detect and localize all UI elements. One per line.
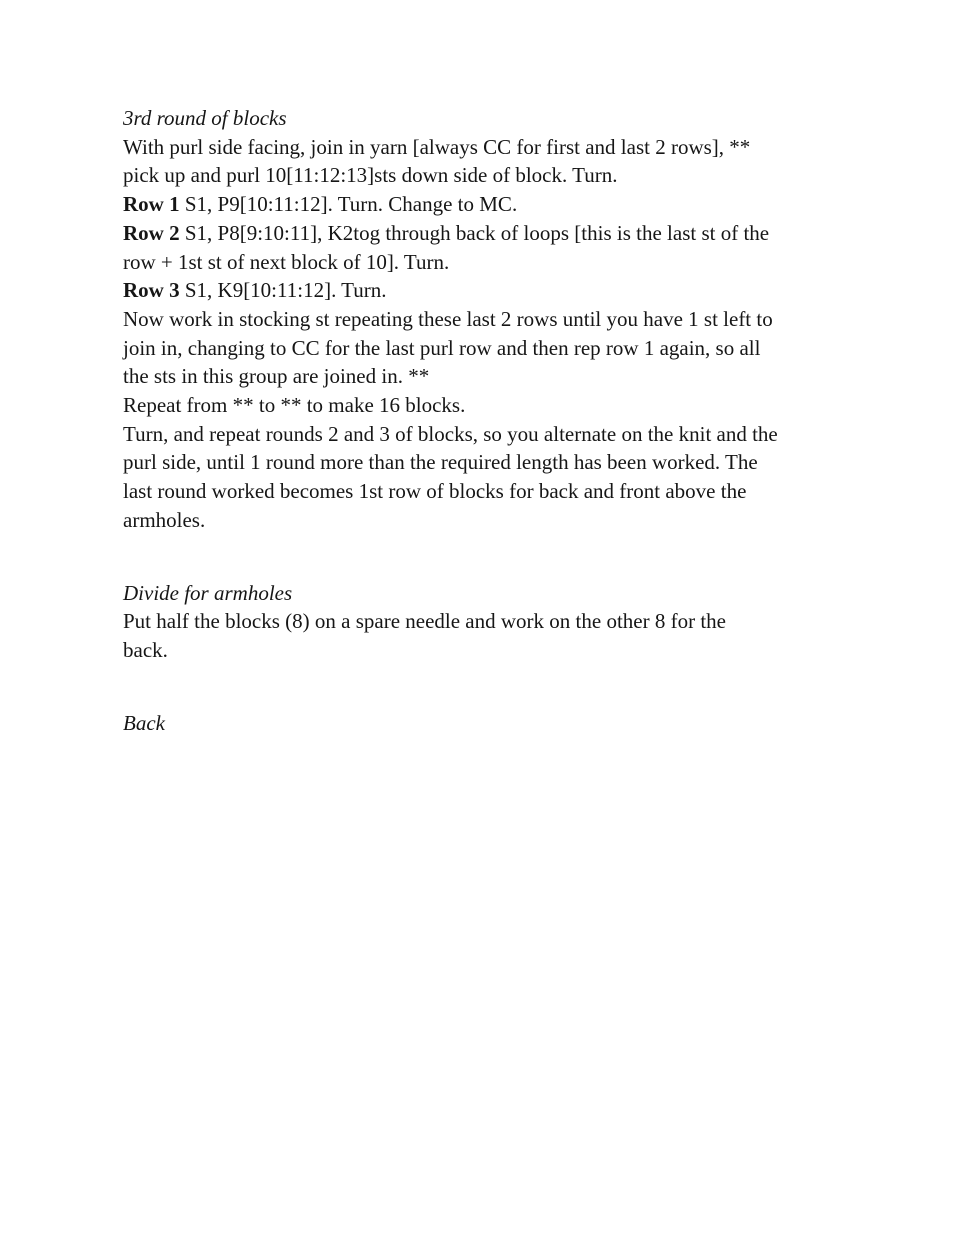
- section-divide-for-armholes: [123, 579, 778, 665]
- section-heading: Divide for armholes: [123, 580, 293, 605]
- row-label: Row 2: [123, 220, 180, 245]
- section-back: [123, 709, 778, 738]
- text-line: the sts in this group are joined in. **: [123, 364, 430, 389]
- row-instruction: S1, K9[10:11:12]. Turn.: [179, 278, 387, 303]
- text-line: Repeat from ** to ** to make 16 blocks.: [123, 393, 466, 418]
- text-line: armholes.: [123, 507, 206, 532]
- section-heading: Back: [123, 710, 165, 735]
- document-content: [123, 104, 778, 737]
- text-line: [123, 276, 778, 305]
- text-line: Turn, and repeat rounds 2 and 3 of blocks, so you alternate on the knit and the: [123, 421, 778, 446]
- text-line: With purl side facing, join in yarn [always CC for first and last 2 rows], **: [123, 134, 751, 159]
- text-line: back.: [123, 637, 168, 662]
- row-label: Row 1: [123, 192, 180, 217]
- text-line: pick up and purl 10[11:12:13]sts down side of block. Turn.: [123, 163, 618, 188]
- text-line: [123, 219, 778, 248]
- text-line: Now work in stocking st repeating these last 2 rows until you have 1 st left to: [123, 306, 773, 331]
- text-line: Put half the blocks (8) on a spare needle and work on the other 8 for the: [123, 609, 726, 634]
- text-line: purl side, until 1 round more than the required length has been worked. The: [123, 450, 758, 475]
- text-line: [123, 190, 778, 219]
- row-label: Row 3: [123, 278, 180, 303]
- text-line: row + 1st st of next block of 10]. Turn.: [123, 249, 450, 274]
- text-line: join in, changing to CC for the last purl row and then rep row 1 again, so all: [123, 335, 761, 360]
- section-3rd-round-of-blocks: [123, 104, 778, 535]
- text-line: last round worked becomes 1st row of blocks for back and front above the: [123, 479, 747, 504]
- row-instruction: S1, P8[9:10:11], K2tog through back of loops [this is the last st of the: [179, 220, 770, 245]
- section-heading: 3rd round of blocks: [123, 106, 287, 130]
- row-instruction: S1, P9[10:11:12]. Turn. Change to MC.: [179, 192, 518, 217]
